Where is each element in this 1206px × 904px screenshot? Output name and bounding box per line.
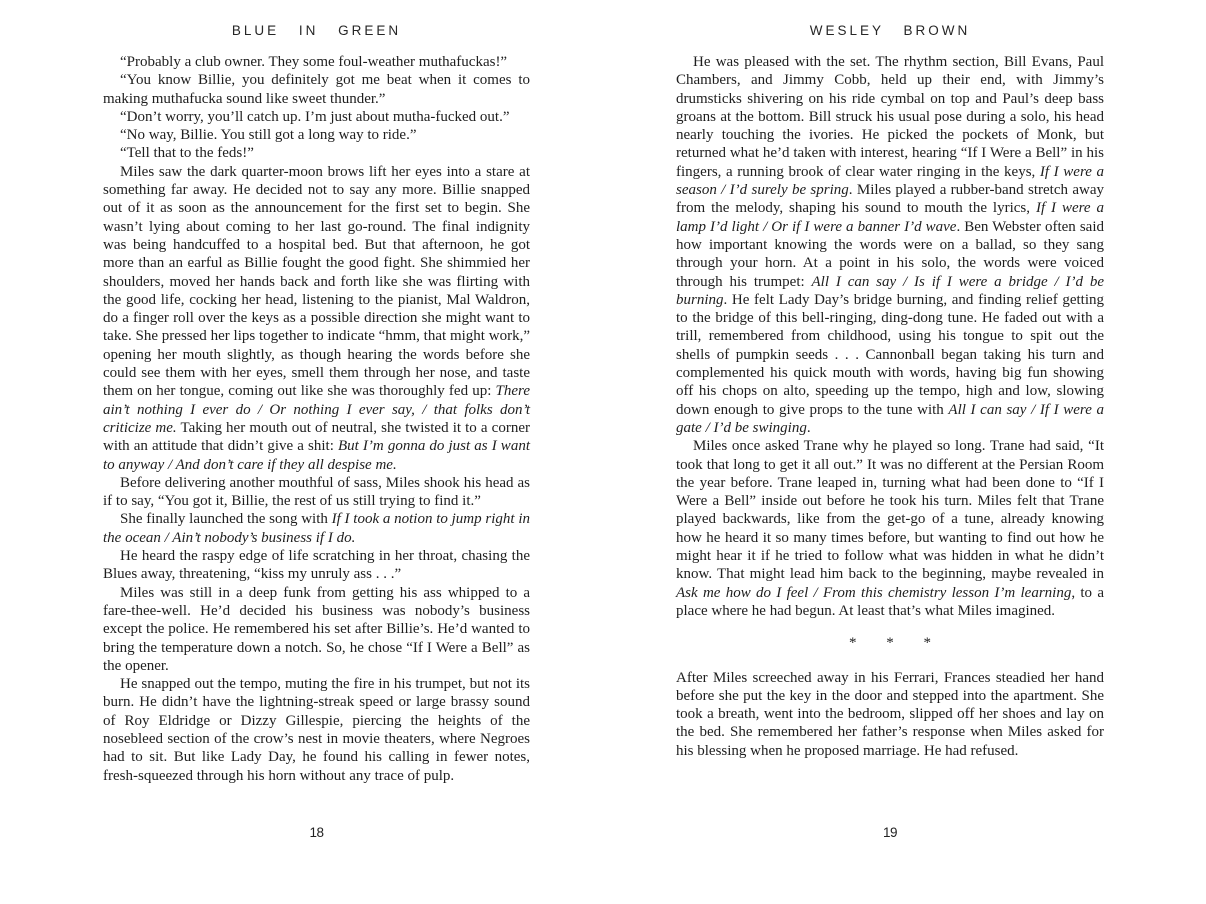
- section-break: * * *: [849, 635, 931, 652]
- page-left: [103, 0, 530, 904]
- running-head-right: WESLEY BROWN: [809, 23, 971, 38]
- paragraph: Before delivering another mouthful of sass, Miles shook his head as if to say, “You got it, Billie, the rest of us still trying to find it.”: [103, 474, 530, 510]
- paragraph: He heard the raspy edge of life scratching in her throat, chasing the Blues away, threatening, “kiss my unruly ass . . .”: [103, 548, 530, 583]
- page-number-left: 18: [309, 825, 324, 840]
- page-body-left: [103, 53, 530, 785]
- paragraph: He snapped out the tempo, muting the fire in his trumpet, but not its burn. He didn’t have the lightning-streak speed or large brassy sound of Roy Eldridge or Dizzy Gillespie, piercing the heights of the nosebleed section of the crow’s nest in movie theaters, where Negroes had to sit. But like Lady Day, he found his calling in fewer notes, fresh-squeezed through his horn without any trace of pulp.: [103, 676, 530, 784]
- paragraph: “Don’t worry, you’ll catch up. I’m just about mutha-fucked out.”: [120, 108, 510, 125]
- paragraph: “Probably a club owner. They some foul-weather muthafuckas!”: [120, 54, 508, 70]
- paragraph: He was pleased with the set. The rhythm section, Bill Evans, Paul Chambers, and Jimmy Cobb, held up their end, with Jimmy’s drumsticks shivering on his ride cymbal on top and Paul’s deep bass groans at the bottom. Bill struck his usual pose during a solo, his head nearly touching the ivories. He picked the pockets of Monk, but returned what he’d taken with interest, hearing “If I Were a Bell” in his fingers, a running brook of clear water ringing in the keys, If I were a season / I’d surely be spring. Miles played a rubber-band stretch away from the melody, shaping his sound to mouth the lyrics, If I were a lamp I’d light / Or if I were a banner I’d wave. Ben Webster often said how important knowing the words were on a ballad, so they sang through your horn. At a point in his solo, the words were voiced through his trumpet: All I can say / Is if I were a bridge / I’d be burning. He felt Lady Day’s bridge burning, and finding relief getting to the bridge of this bell-ringing, ding-dong tune. He faded out with a trill, remembered from childhood, using his tongue to spit out the shells of pumpkin seeds . . . Cannonball began taking his turn and complemented his quick mouth with words, having big fun showing off his chops on alto, speeding up the tempo, high and low, slowing down enough to give props to the tune with All I can say / If I were a gate / I’d be swinging.: [676, 54, 1104, 436]
- paragraph: She finally launched the song with If I took a notion to jump right in the ocean / Ain’t nobody’s business if I do.: [103, 511, 530, 546]
- paragraph: “You know Billie, you definitely got me beat when it comes to making muthafucka sound like sweet thunder.”: [103, 72, 530, 107]
- paragraph: “No way, Billie. You still got a long way to ride.”: [120, 127, 417, 144]
- page-number-right: 19: [882, 825, 898, 840]
- paragraph: “Tell that to the feds!”: [120, 145, 254, 162]
- paragraph: Miles was still in a deep funk from getting his ass whipped to a fare-thee-well. He’d decided his business was nobody’s business except the police. He remembered his set after Billie’s. He’d wanted to bring the temperature down a notch. So, he chose “If I Were a Bell” as the opener.: [103, 584, 530, 674]
- paragraph: Miles once asked Trane why he played so long. Trane had said, “It took that long to get it all out.” It was no different at the Persian Room the year before. Trane leaped in, turning what had been done to “If I Were a Bell” inside out before he took his turn. Miles felt that Trane played backwards, like from the get-go of a tune, already knowing how he heard it so many times before, but wanting to find out how he might hear it if he tried to follow what was hidden in what he didn’t know. That might lead him back to the beginning, maybe revealed in Ask me how do I feel / From this chemistry lesson I’m learning, to a place where he had begun. At least that’s what Miles imagined.: [676, 438, 1104, 619]
- paragraph: After Miles screeched away in his Ferrari, Frances steadied her hand before she put the key in the door and stepped into the apartment. She took a breath, went into the bedroom, slipped off her shoes and lay on the bed. She remembered her father’s response when Miles asked for his blessing when he proposed marriage. He had refused.: [676, 669, 1104, 759]
- paragraph: Miles saw the dark quarter-moon brows lift her eyes into a stare at something far away. He decided not to say any more. Billie snapped out of it as soon as the announcement for the first set to begin. She wasn’t lying about coming to her last go-round. The final indignity was being handcuffed to a hospital bed. But that afternoon, he got more than an earful as Billie fought the good fight. She shimmied her shoulders, moved her hands back and forth like she was flirting with the good life, cocking her head, listening to the pianist, Mal Waldron, do a finger roll over the keys as a possible direction she might want to take. She pressed her lips together to indicate “hmm, that might work,” opening her mouth slightly, as though hearing the words before she could see them with her eyes, smell them through her nose, and taste them on her tongue, coming out like she was thoroughly fed up: There ain’t nothing I ever do / Or nothing I ever say, / that folks don’t criticize me. Taking her mouth out of neutral, she twisted it to a corner with an attitude that didn’t give a shit: But I’m gonna do just as I want to anyway / And don’t care if they all despise me.: [103, 163, 530, 473]
- running-head-left: BLUE IN GREEN: [231, 23, 402, 38]
- page-body-right: [676, 53, 1104, 760]
- page-right: [676, 0, 1104, 904]
